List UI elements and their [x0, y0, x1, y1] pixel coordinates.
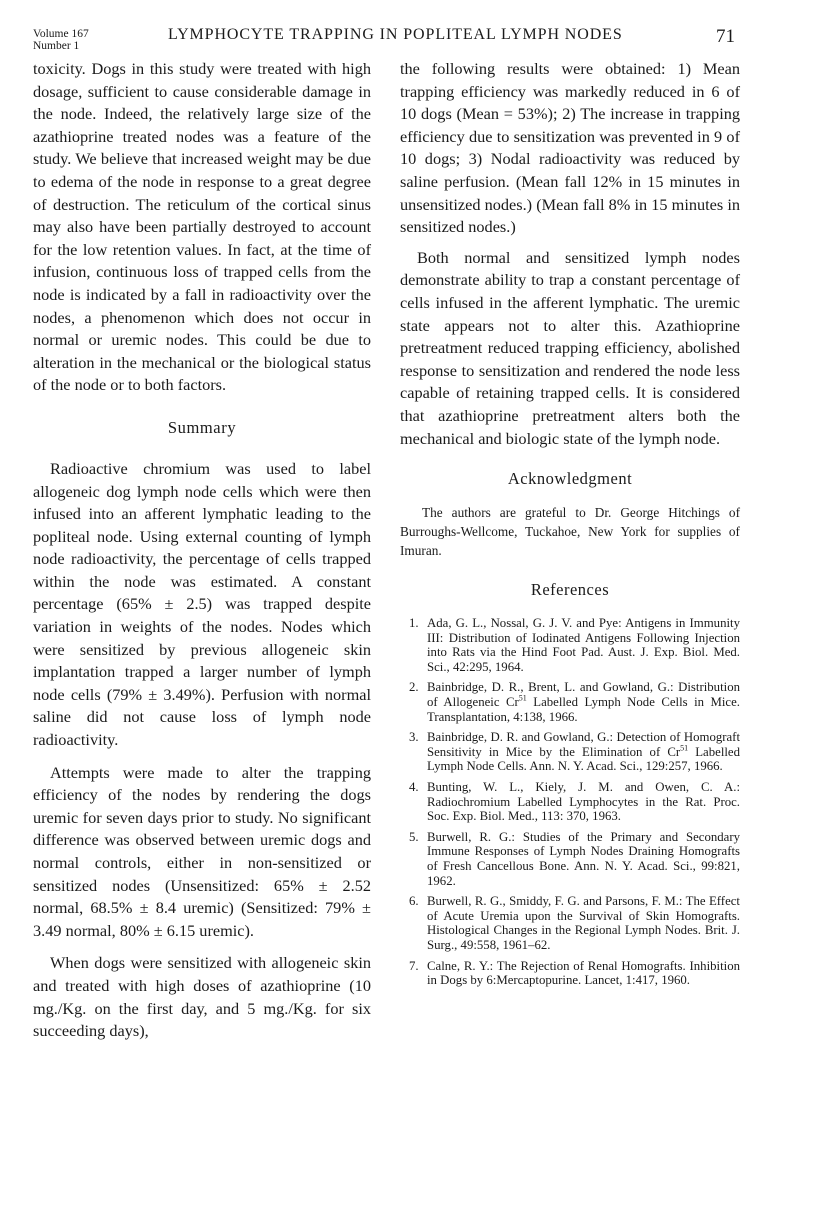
- acknowledgment-heading: Acknowledgment: [507, 469, 633, 489]
- reference-item: [400, 780, 740, 824]
- reference-list: [400, 616, 740, 988]
- right-column: [400, 58, 740, 994]
- reference-number: 3.: [409, 730, 419, 745]
- reference-item: [400, 959, 740, 988]
- running-head-title: LYMPHOCYTE TRAPPING IN POPLITEAL LYMPH NODES: [168, 26, 623, 43]
- reference-text: Burwell, R. G., Smiddy, F. G. and Parsons, F. M.: The Effect of Acute Uremia upon the Survival of Skin Homografts. Histological Changes in the Regional Lymph Nodes. Brit. J. Surg., 49:558, 1961–62.: [427, 894, 740, 952]
- running-head-volume: [33, 28, 89, 52]
- summary-heading: Summary: [167, 417, 237, 437]
- reference-text-b: Labelled Lymph Node Cells. Ann. N. Y. Acad. Sci., 129:257, 1966.: [427, 744, 741, 774]
- reference-number: 5.: [409, 829, 419, 844]
- reference-item: [400, 730, 740, 774]
- reference-text: Ada, G. L., Nossal, G. J. V. and Pye: Antigens in Immunity III: Distribution of Iodinated Antigens Following Injection into Rats via the Hind Foot Pad. Aust. J. Exp. Biol. Med. Sci., 42:295, 1964.: [427, 616, 740, 674]
- reference-number: 4.: [409, 780, 419, 795]
- reference-text: Burwell, R. G.: Studies of the Primary and Secondary Immune Responses of Lymph Nodes Draining Homografts of Fresh Cancellous Bone. Ann. N. Y. Acad. Sci., 99:821, 1962.: [427, 829, 740, 888]
- summary-paragraph-1: Radioactive chromium was used to label allogeneic dog lymph node cells which were then infused into an afferent lymphatic leading to the popliteal node. Using external counting of lymph node radioactivity, the percentage of cells trapped within the node was estimated. A constant percentage (65% ± 2.5) was trapped despite variation in weights of the nodes. Nodes which were sensitized by previous allogeneic skin implantation trapped a larger number of lymph node cells (79% ± 3.49%). Perfusion with normal saline did not cause loss of lymph node radioactivity.: [33, 458, 371, 750]
- reference-number: 7.: [409, 958, 419, 973]
- references-heading: References: [530, 580, 610, 600]
- acknowledgment-text: The authors are grateful to Dr. George Hitchings of Burroughs-Wellcome, Tuckahoe, New York for supplies of Imuran.: [400, 505, 740, 559]
- reference-item: [400, 894, 740, 952]
- reference-text: Bunting, W. L., Kiely, J. M. and Owen, C. A.: Radiochromium Labelled Lymphocytes in the Rat. Proc. Soc. Exp. Biol. Med., 113: 370, 1963.: [427, 780, 740, 824]
- volume-label: Volume 167: [33, 28, 89, 40]
- results-paragraph: the following results were obtained: 1) Mean trapping efficiency was markedly reduced in 6 of 10 dogs (Mean = 53%); 2) The increase in trapping efficiency due to sensitization was prevented in 9 of 10 dogs; 3) Nodal radioactivity was reduced by saline perfusion. (Mean fall 12% in 15 minutes in unsensitized nodes.) (Mean fall 8% in 15 minutes in sensitized nodes.): [400, 59, 740, 237]
- reference-item: [400, 680, 740, 724]
- reference-text-a: Bainbridge, D. R. and Gowland, G.: Detection of Homograft Sensitivity in Mice by the Elimination of Cr: [427, 730, 740, 759]
- summary-paragraph-3: When dogs were sensitized with allogeneic skin and treated with high doses of azathioprine (10 mg./Kg. on the first day, and 5 mg./Kg. for six succeeding days),: [33, 953, 371, 1041]
- isotope-superscript: 51: [518, 693, 527, 703]
- page-number: 71: [716, 26, 735, 47]
- reference-number: 6.: [409, 894, 419, 909]
- summary-paragraph-2: Attempts were made to alter the trapping efficiency of the nodes by rendering the dogs uremic for seven days prior to study. No significant difference was observed between uremic dogs and normal controls, either in non-sensitized or sensitized nodes (Unsensitized: 65% ± 2.52 normal, 68.5% ± 8.4 uremic) (Sensitized: 79% ± 3.49 normal, 80% ± 6.15 uremic).: [33, 762, 371, 940]
- body-paragraph-intro: toxicity. Dogs in this study were treated with high dosage, sufficient to cause considerable damage in the node. Indeed, the relatively large size of the azathioprine treated nodes was a feature of the study. We believe that increased weight may be due to edema of the node in response to a great degree of destruction. The reticulum of the cortical sinus may also have been partially destroyed to account for the low retention values. In fact, at the time of infusion, continuous loss of trapped cells from the node is indicated by a fall in radioactivity over the nodes, a phenomenon which does not occur in normal or uremic nodes. This could be due to alteration in the mechanical or the biological status of the node or to both factors.: [33, 59, 371, 395]
- reference-text: Calne, R. Y.: The Rejection of Renal Homografts. Inhibition in Dogs by 6:Mercaptopurine. Lancet, 1:417, 1960.: [427, 958, 740, 988]
- isotope-superscript: 51: [680, 743, 689, 753]
- reference-item: [400, 616, 740, 674]
- number-label: Number 1: [33, 40, 80, 52]
- reference-item: [400, 830, 740, 888]
- reference-number: 1.: [409, 616, 419, 631]
- reference-number: 2.: [409, 680, 419, 695]
- reference-text-b: Labelled Lymph Node Cells in Mice. Transplantation, 4:138, 1966.: [427, 695, 740, 724]
- reference-text-a: Bainbridge, D. R., Brent, L. and Gowland, G.: Distribution of Allogeneic Cr: [427, 680, 740, 710]
- conclusion-paragraph: Both normal and sensitized lymph nodes demonstrate ability to trap a constant percentage of cells infused in the afferent lymphatic. The uremic state appears not to alter this. Azathioprine pretreatment reduced trapping efficiency, abolished response to sensitization and rendered the node less capable of retaining trapped cells. It is considered that azathioprine pretreatment alters both the mechanical and biologic state of the lymph node.: [400, 247, 740, 448]
- left-column: [33, 58, 371, 1043]
